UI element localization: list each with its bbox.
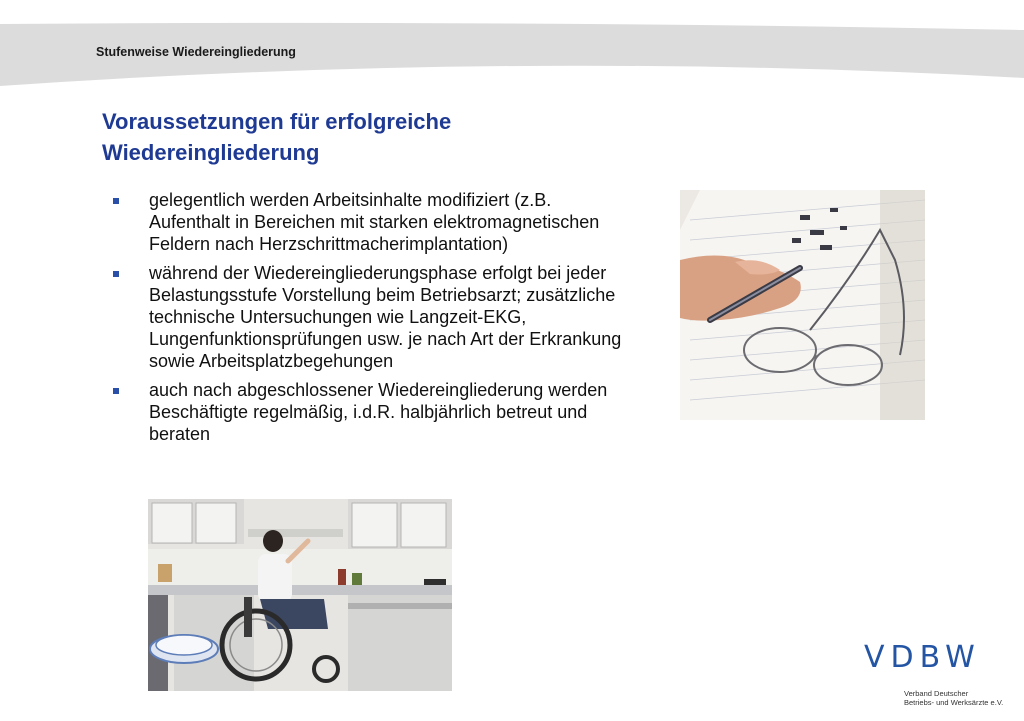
logo-subtitle (904, 689, 1014, 707)
slide-title-line-1: Voraussetzungen für erfolgreiche (102, 109, 452, 134)
photo-wheelchair-kitchen (148, 499, 452, 691)
logo-subtitle-line-2: Betriebs- und Werksärzte e.V. (904, 698, 1004, 707)
header-band (0, 0, 1024, 92)
photo-wheelchair-kitchen-illustration (148, 499, 452, 691)
header-title: Stufenweise Wiedereingliederung (96, 45, 296, 59)
bullet-item (112, 263, 632, 372)
logo-mark: VDBW (864, 640, 981, 675)
bullet-text: während der Wiedereingliederungsphase erfolgt bei jeder Belastungsstufe Vorstellung beim Betriebsarzt; zusätzliche technische Untersuchungen wie Langzeit-EKG, Lungenfunktionsprüfungen usw. je nach Art der Erkrankung sowie Arbeitsplatzbegehungen (149, 263, 622, 371)
logo-subtitle-line-1: Verband Deutscher (904, 689, 969, 698)
bullet-list (112, 190, 632, 454)
square-bullet-icon (113, 198, 119, 204)
bullet-text: gelegentlich werden Arbeitsinhalte modifiziert (z.B. Aufenthalt in Bereichen mit starken elektromagnetischen Feldern nach Herzschrittmacherimplantation) (149, 190, 600, 254)
photo-hand-glasses-illustration (680, 190, 925, 420)
slide-title-line-2: Wiedereingliederung (102, 140, 320, 165)
square-bullet-icon (113, 271, 119, 277)
bullet-item (112, 190, 632, 255)
photo-hand-glasses (680, 190, 925, 420)
bullet-text: auch nach abgeschlossener Wiedereingliederung werden Beschäftigte regelmäßig, i.d.R. halbjährlich betreut und beraten (149, 380, 608, 444)
square-bullet-icon (113, 388, 119, 394)
bullet-item (112, 380, 632, 445)
slide-title (102, 106, 662, 168)
vdbw-logo (862, 640, 1012, 712)
